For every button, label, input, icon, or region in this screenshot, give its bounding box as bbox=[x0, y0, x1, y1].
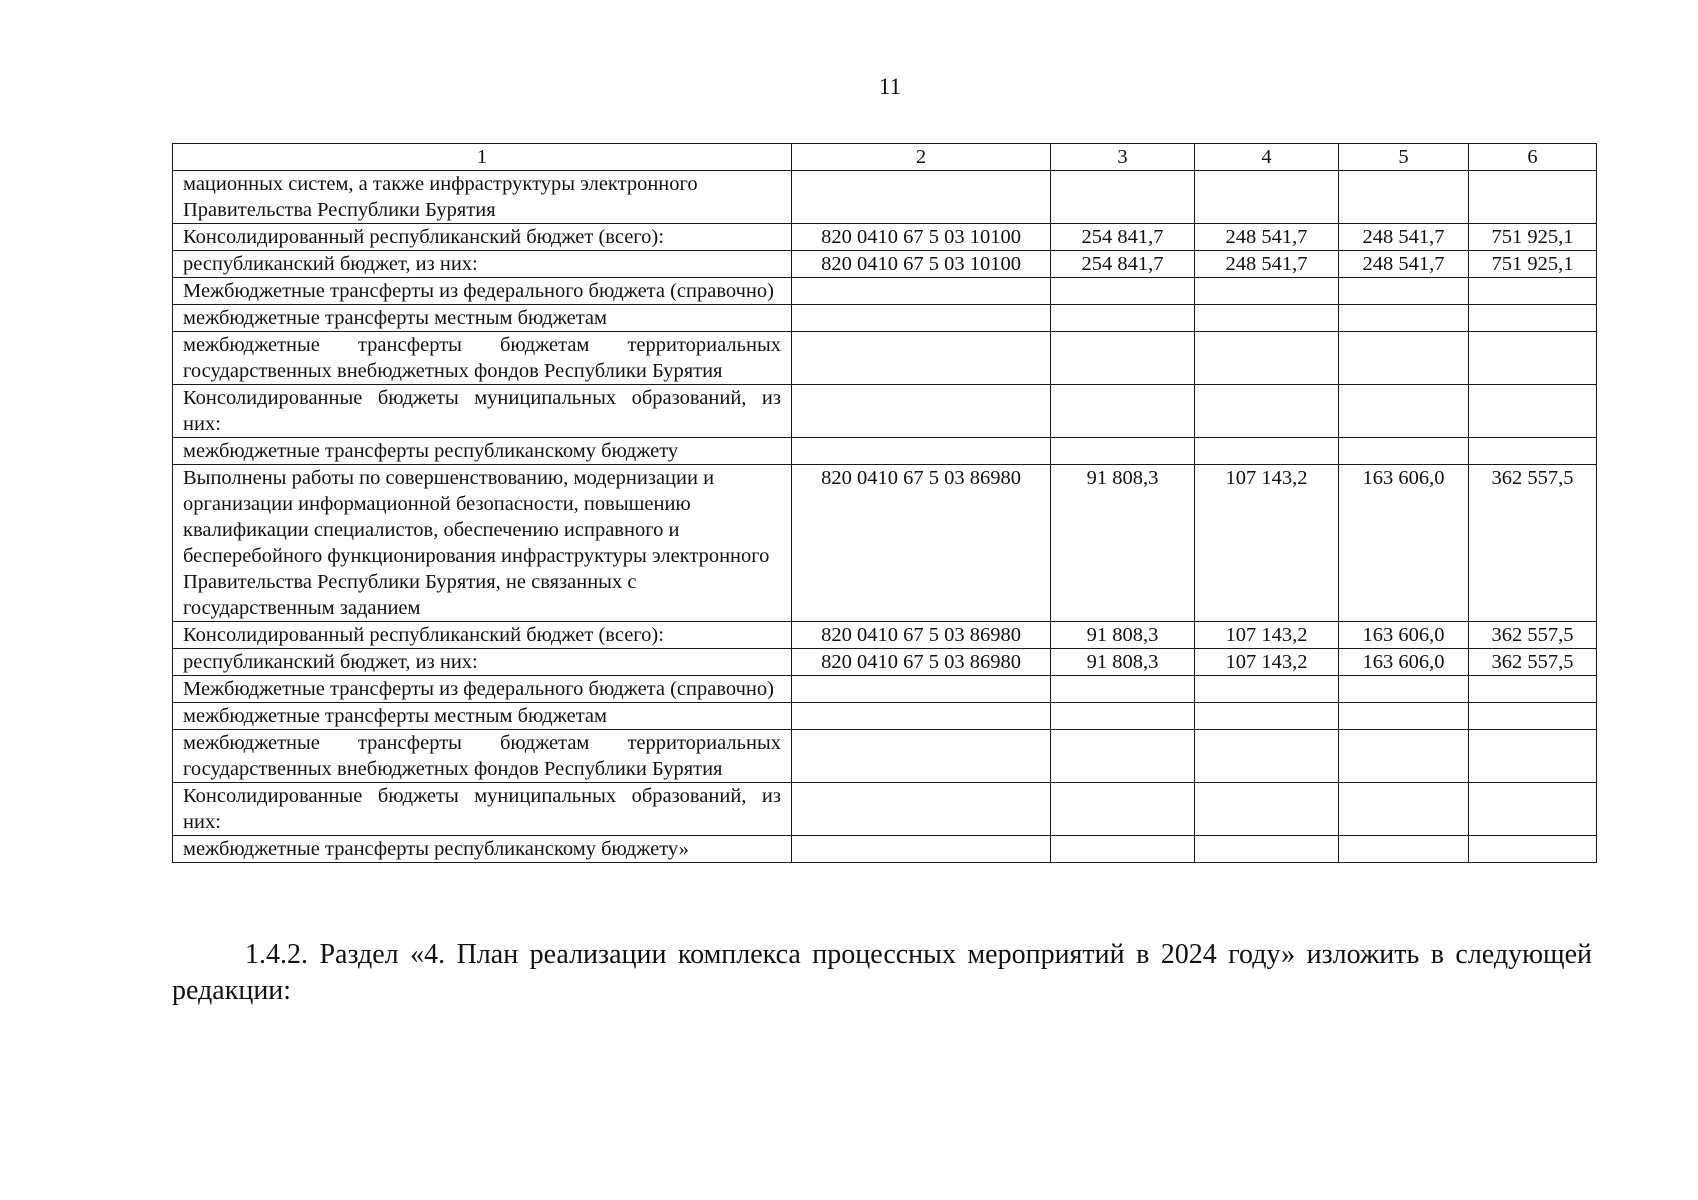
table-row bbox=[173, 278, 1597, 305]
row-label: межбюджетные трансферты республиканскому бюджету» bbox=[173, 836, 792, 863]
value-col4-cell bbox=[1195, 676, 1339, 703]
value-col5-cell: 248 541,7 bbox=[1339, 224, 1469, 251]
value-col6-cell: 751 925,1 bbox=[1469, 251, 1597, 278]
value-col6-cell bbox=[1469, 703, 1597, 730]
row-label: межбюджетные трансферты республиканскому бюджету bbox=[173, 438, 792, 465]
value-col6-cell: 362 557,5 bbox=[1469, 622, 1597, 649]
row-label: Консолидированные бюджеты муниципальных образований, из них: bbox=[173, 783, 792, 836]
page-number: 11 bbox=[878, 74, 902, 99]
value-col6-cell bbox=[1469, 438, 1597, 465]
value-col5-cell bbox=[1339, 730, 1469, 783]
value-col6-cell bbox=[1469, 836, 1597, 863]
value-col5-cell bbox=[1339, 703, 1469, 730]
value-col5-cell bbox=[1339, 305, 1469, 332]
value-col3-cell bbox=[1051, 385, 1195, 438]
value-col6-cell: 751 925,1 bbox=[1469, 224, 1597, 251]
budget-code-cell: 820 0410 67 5 03 10100 bbox=[792, 224, 1051, 251]
table-header-row bbox=[173, 144, 1597, 171]
budget-code-cell bbox=[792, 676, 1051, 703]
value-col3-cell bbox=[1051, 836, 1195, 863]
value-col4-cell bbox=[1195, 438, 1339, 465]
value-col4-cell bbox=[1195, 385, 1339, 438]
value-col4-cell bbox=[1195, 703, 1339, 730]
column-header-2: 2 bbox=[792, 144, 1051, 171]
table-row bbox=[173, 224, 1597, 251]
table-row bbox=[173, 730, 1597, 783]
value-col3-cell bbox=[1051, 730, 1195, 783]
value-col5-cell bbox=[1339, 171, 1469, 224]
row-label: межбюджетные трансферты местным бюджетам bbox=[173, 305, 792, 332]
value-col5-cell: 163 606,0 bbox=[1339, 465, 1469, 622]
column-header-4: 4 bbox=[1195, 144, 1339, 171]
row-label: республиканский бюджет, из них: bbox=[173, 251, 792, 278]
column-header-3: 3 bbox=[1051, 144, 1195, 171]
value-col5-cell bbox=[1339, 278, 1469, 305]
table-row bbox=[173, 836, 1597, 863]
value-col4-cell bbox=[1195, 783, 1339, 836]
value-col5-cell: 163 606,0 bbox=[1339, 649, 1469, 676]
budget-code-cell bbox=[792, 703, 1051, 730]
budget-code-cell bbox=[792, 278, 1051, 305]
value-col4-cell bbox=[1195, 171, 1339, 224]
row-label: Межбюджетные трансферты из федерального бюджета (справочно) bbox=[173, 676, 792, 703]
row-label: республиканский бюджет, из них: bbox=[173, 649, 792, 676]
value-col6-cell bbox=[1469, 385, 1597, 438]
column-header-5: 5 bbox=[1339, 144, 1469, 171]
value-col4-cell: 248 541,7 bbox=[1195, 224, 1339, 251]
budget-code-cell bbox=[792, 385, 1051, 438]
value-col3-cell bbox=[1051, 332, 1195, 385]
budget-code-cell: 820 0410 67 5 03 86980 bbox=[792, 649, 1051, 676]
table-row bbox=[173, 305, 1597, 332]
value-col3-cell: 91 808,3 bbox=[1051, 649, 1195, 676]
value-col4-cell bbox=[1195, 332, 1339, 385]
value-col3-cell bbox=[1051, 305, 1195, 332]
value-col3-cell: 91 808,3 bbox=[1051, 622, 1195, 649]
value-col4-cell: 107 143,2 bbox=[1195, 649, 1339, 676]
value-col5-cell bbox=[1339, 385, 1469, 438]
value-col3-cell: 254 841,7 bbox=[1051, 251, 1195, 278]
value-col6-cell bbox=[1469, 730, 1597, 783]
table-row bbox=[173, 465, 1597, 622]
value-col5-cell bbox=[1339, 438, 1469, 465]
table-row bbox=[173, 332, 1597, 385]
table-row bbox=[173, 676, 1597, 703]
budget-code-cell bbox=[792, 783, 1051, 836]
value-col3-cell: 254 841,7 bbox=[1051, 224, 1195, 251]
value-col3-cell: 91 808,3 bbox=[1051, 465, 1195, 622]
budget-code-cell bbox=[792, 438, 1051, 465]
budget-code-cell: 820 0410 67 5 03 86980 bbox=[792, 622, 1051, 649]
table-row bbox=[173, 649, 1597, 676]
row-label: Выполнены работы по совершенствованию, модернизации и организации информационной безопасности, повышению квалификации специалистов, обеспечению исправного и бесперебойного функционирования инфраструктуры электронного Правительства Республики Бурятия, не связанных с государственным заданием bbox=[173, 465, 792, 622]
value-col4-cell bbox=[1195, 836, 1339, 863]
row-label: Межбюджетные трансферты из федерального бюджета (справочно) bbox=[173, 278, 792, 305]
value-col5-cell bbox=[1339, 676, 1469, 703]
table-row bbox=[173, 171, 1597, 224]
value-col3-cell bbox=[1051, 171, 1195, 224]
amendment-paragraph: 1.4.2. Раздел «4. План реализации комплекса процессных мероприятий в 2024 году» изложить в следующей редакции: bbox=[172, 939, 1592, 1006]
budget-code-cell bbox=[792, 836, 1051, 863]
value-col6-cell: 362 557,5 bbox=[1469, 649, 1597, 676]
value-col6-cell bbox=[1469, 278, 1597, 305]
value-col6-cell: 362 557,5 bbox=[1469, 465, 1597, 622]
value-col6-cell bbox=[1469, 305, 1597, 332]
value-col3-cell bbox=[1051, 783, 1195, 836]
value-col4-cell bbox=[1195, 305, 1339, 332]
value-col6-cell bbox=[1469, 171, 1597, 224]
row-label: Консолидированные бюджеты муниципальных образований, из них: bbox=[173, 385, 792, 438]
value-col5-cell bbox=[1339, 836, 1469, 863]
budget-code-cell bbox=[792, 305, 1051, 332]
row-label: Консолидированный республиканский бюджет (всего): bbox=[173, 622, 792, 649]
table-row bbox=[173, 251, 1597, 278]
value-col6-cell bbox=[1469, 676, 1597, 703]
table-row bbox=[173, 703, 1597, 730]
value-col6-cell bbox=[1469, 783, 1597, 836]
row-label: межбюджетные трансферты бюджетам территориальных государственных внебюджетных фондов Республики Бурятия bbox=[173, 730, 792, 783]
value-col4-cell: 107 143,2 bbox=[1195, 622, 1339, 649]
row-label: межбюджетные трансферты местным бюджетам bbox=[173, 703, 792, 730]
column-header-1: 1 bbox=[173, 144, 792, 171]
table-row bbox=[173, 438, 1597, 465]
budget-code-cell bbox=[792, 332, 1051, 385]
value-col4-cell bbox=[1195, 730, 1339, 783]
row-label: Консолидированный республиканский бюджет (всего): bbox=[173, 224, 792, 251]
value-col4-cell: 248 541,7 bbox=[1195, 251, 1339, 278]
budget-table bbox=[172, 143, 1597, 863]
row-label: мационных систем, а также инфраструктуры электронного Правительства Республики Бурятия bbox=[173, 171, 792, 224]
column-header-6: 6 bbox=[1469, 144, 1597, 171]
value-col5-cell: 248 541,7 bbox=[1339, 251, 1469, 278]
value-col4-cell: 107 143,2 bbox=[1195, 465, 1339, 622]
table-row bbox=[173, 622, 1597, 649]
value-col5-cell bbox=[1339, 332, 1469, 385]
value-col3-cell bbox=[1051, 703, 1195, 730]
table-row bbox=[173, 385, 1597, 438]
row-label: межбюджетные трансферты бюджетам территориальных государственных внебюджетных фондов Республики Бурятия bbox=[173, 332, 792, 385]
value-col6-cell bbox=[1469, 332, 1597, 385]
value-col4-cell bbox=[1195, 278, 1339, 305]
value-col3-cell bbox=[1051, 278, 1195, 305]
value-col3-cell bbox=[1051, 438, 1195, 465]
budget-code-cell bbox=[792, 171, 1051, 224]
budget-code-cell: 820 0410 67 5 03 86980 bbox=[792, 465, 1051, 622]
value-col5-cell: 163 606,0 bbox=[1339, 622, 1469, 649]
value-col5-cell bbox=[1339, 783, 1469, 836]
table-row bbox=[173, 783, 1597, 836]
budget-code-cell bbox=[792, 730, 1051, 783]
budget-code-cell: 820 0410 67 5 03 10100 bbox=[792, 251, 1051, 278]
value-col3-cell bbox=[1051, 676, 1195, 703]
